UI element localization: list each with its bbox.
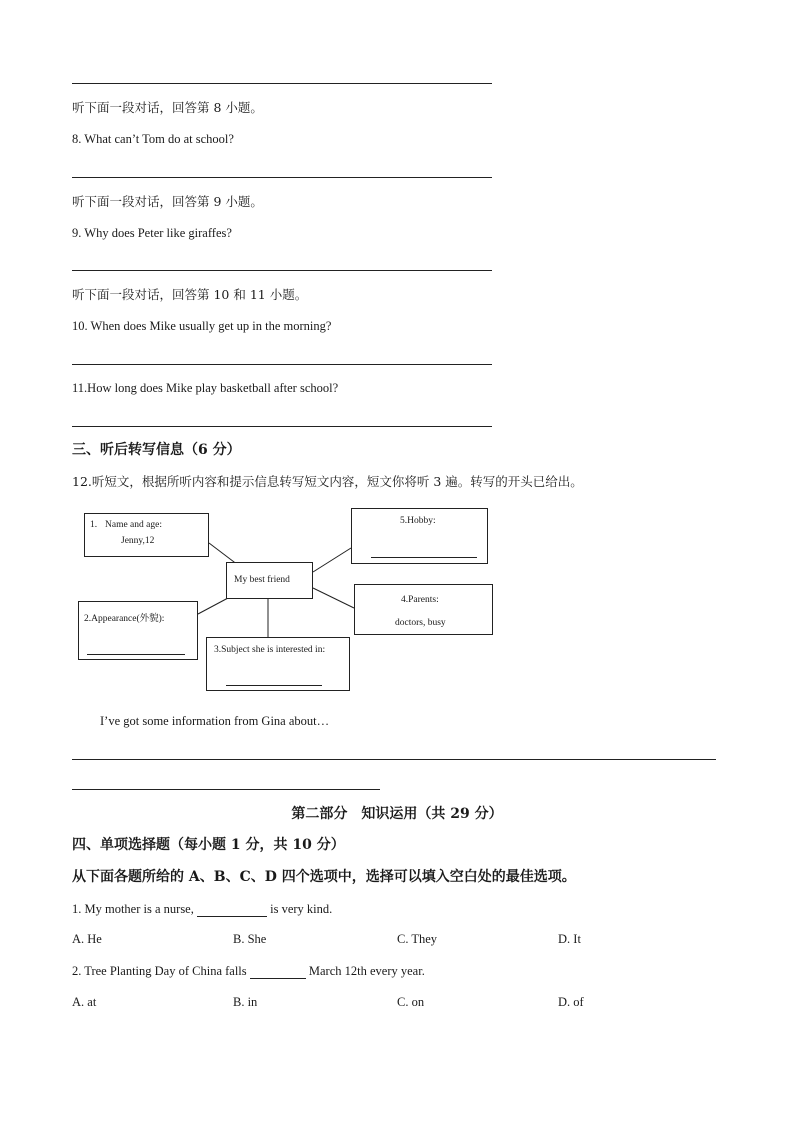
box-5-blank — [371, 557, 477, 558]
mc-question-1-after: is very kind. — [266, 902, 333, 916]
section-3-heading: 三、听后转写信息（6 分） — [72, 442, 241, 458]
question-9: 9. Why does Peter like giraffes? — [72, 226, 232, 240]
question-8: 8. What can’t Tom do at school? — [72, 132, 234, 146]
mc-1-option-a: A. He — [72, 932, 102, 946]
mind-map-box-appearance — [78, 601, 198, 660]
center-label: My best friend — [234, 575, 290, 585]
box-3-title: 3.Subject she is interested in: — [214, 645, 326, 655]
dialog-instruction-8: 听下面一段对话，回答第 8 小题。 — [72, 100, 263, 115]
mc-question-2 — [72, 963, 425, 979]
mc-question-2-blank — [250, 964, 306, 979]
mc-2-option-b: B. in — [233, 995, 258, 1009]
box-4-title: 4.Parents: — [401, 595, 439, 605]
box-5-title: 5.Hobby: — [400, 516, 436, 526]
section-3-instruction: 12.听短文，根据所听内容和提示信息转写短文内容，短文你将听 3 遍。转写的开头已给出。 — [72, 474, 583, 489]
mc-1-option-d: D. It — [558, 932, 581, 946]
mind-map-box-subject — [206, 637, 350, 691]
question-10: 10. When does Mike usually get up in the morning? — [72, 319, 332, 333]
mind-map-box-name-age — [84, 513, 209, 557]
mc-2-option-a: A. at — [72, 995, 97, 1009]
part-2-heading: 第二部分 知识运用（共 29 分） — [291, 806, 503, 822]
box-2-title: 2.Appearance(外貌): — [84, 614, 165, 624]
mind-map-box-parents — [354, 584, 493, 635]
dialog-instruction-10-11: 听下面一段对话，回答第 10 和 11 小题。 — [72, 287, 308, 302]
mc-question-1 — [72, 901, 332, 917]
question-11: 11.How long does Mike play basketball after school? — [72, 381, 339, 395]
section-4-instruction: 从下面各题所给的 A、B、C、D 四个选项中，选择可以填入空白处的最佳选项。 — [72, 869, 576, 885]
mc-2-option-c: C. on — [397, 995, 425, 1009]
mc-1-option-c: C. They — [397, 932, 438, 946]
dialog-instruction-9: 听下面一段对话，回答第 9 小题。 — [72, 194, 263, 209]
box-1-value: Jenny,12 — [121, 536, 155, 546]
box-4-value: doctors, busy — [395, 618, 446, 628]
transcription-opening: I’ve got some information from Gina about… — [100, 714, 330, 728]
mc-question-1-blank — [197, 902, 267, 917]
box-1-prefix: 1. — [90, 520, 98, 530]
box-1-title: Name and age: — [105, 520, 162, 530]
mc-question-1-before: 1. My mother is a nurse, — [72, 902, 197, 916]
transcription-line-2 — [72, 789, 380, 790]
box-3-blank — [226, 685, 322, 686]
section-4-heading: 四、单项选择题（每小题 1 分，共 10 分） — [72, 837, 345, 853]
transcription-line-1 — [72, 759, 716, 760]
mind-map-box-hobby — [351, 508, 488, 564]
mc-question-2-after: March 12th every year. — [305, 964, 425, 978]
mc-question-2-before: 2. Tree Planting Day of China falls — [72, 964, 250, 978]
mc-1-option-b: B. She — [233, 932, 267, 946]
mc-2-option-d: D. of — [558, 995, 584, 1009]
box-2-blank — [87, 654, 185, 655]
mind-map-center — [226, 562, 313, 599]
